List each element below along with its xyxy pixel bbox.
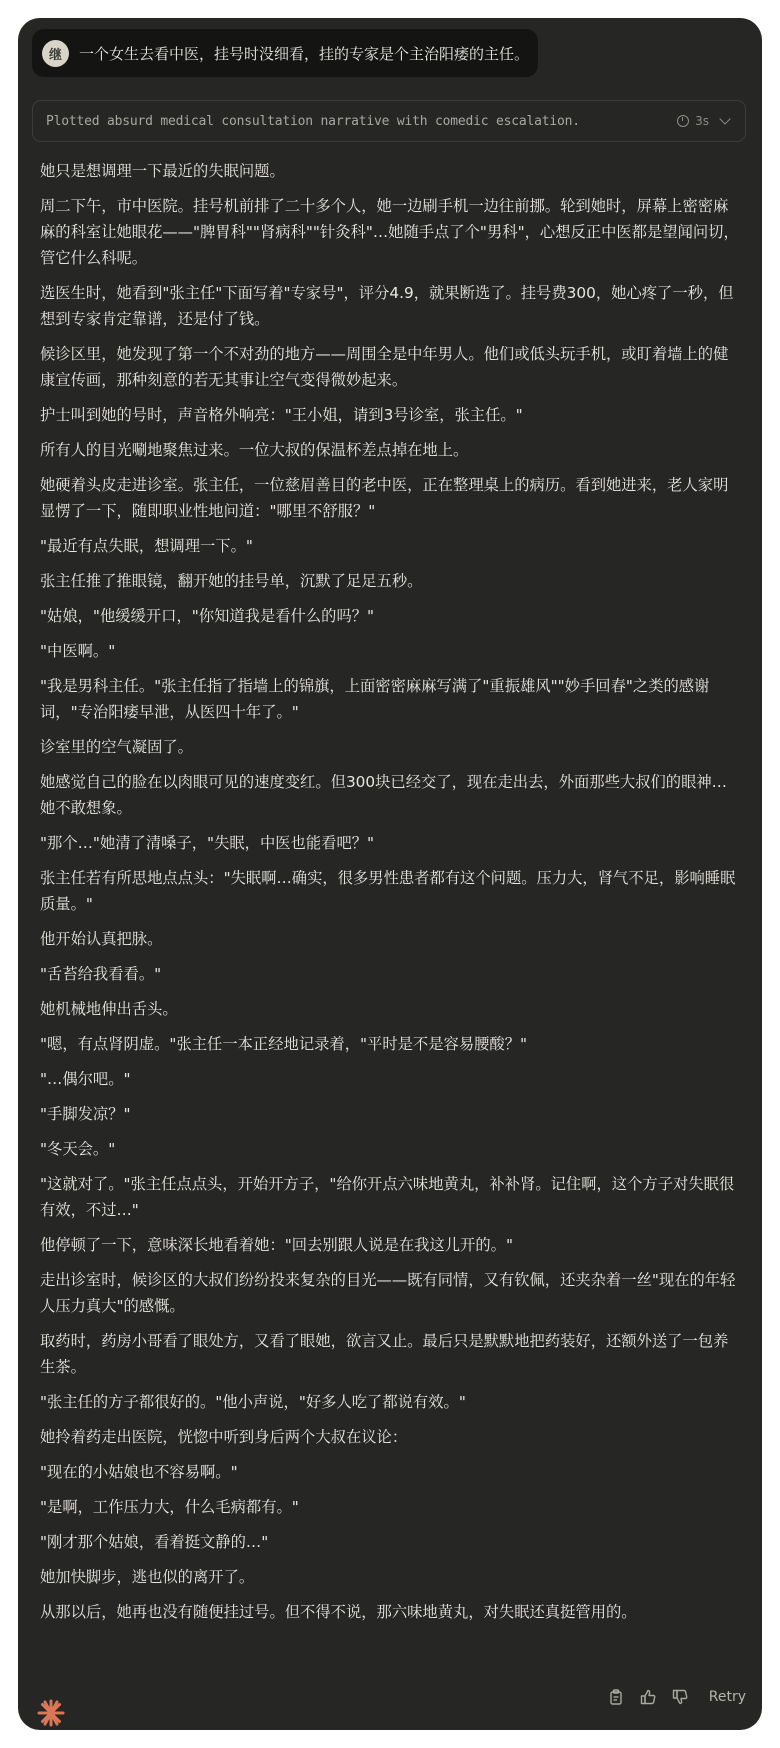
- story-paragraph: 诊室里的空气凝固了。: [40, 738, 193, 756]
- thinking-duration: 3s: [695, 114, 709, 128]
- user-avatar: 继: [42, 40, 69, 67]
- thinking-summary-toggle[interactable]: [32, 100, 746, 142]
- story-paragraph: 她机械地伸出舌头。: [40, 1000, 178, 1018]
- story-paragraph: 张主任若有所思地点点头："失眠啊…确实，很多男性患者都有这个问题。压力大，肾气不足，影响睡眠质量。": [40, 869, 736, 913]
- story-paragraph: 候诊区里，她发现了第一个不对劲的地方——周围全是中年男人。他们或低头玩手机，或盯着墙上的健康宣传画，那种刻意的若无其事让空气变得微妙起来。: [40, 345, 729, 389]
- story-paragraph: 所有人的目光唰地聚焦过来。一位大叔的保温杯差点掉在地上。: [40, 441, 469, 459]
- story-paragraph: "姑娘，"他缓缓开口，"你知道我是看什么的吗？": [40, 607, 375, 625]
- story-paragraph: 她硬着头皮走进诊室。张主任，一位慈眉善目的老中医，正在整理桌上的病历。看到她进来，老人家明显愣了一下，随即职业性地问道："哪里不舒服？": [40, 476, 729, 520]
- story-paragraph: "…偶尔吧。": [40, 1070, 131, 1088]
- thinking-meta: [677, 114, 733, 128]
- response-footer: [18, 1666, 762, 1730]
- story-paragraph: 她只是想调理一下最近的失眠问题。: [40, 162, 285, 180]
- thinking-summary-text: Plotted absurd medical consultation narrative with comedic escalation.: [46, 113, 580, 129]
- chat-window: [18, 18, 762, 1730]
- story-paragraph: 选医生时，她看到"张主任"下面写着"专家号"，评分4.9，就果断选了。挂号费300，她心疼了一秒，但想到专家肯定靠谱，还是付了钱。: [40, 284, 734, 328]
- story-paragraph: "是啊，工作压力大，什么毛病都有。": [40, 1498, 299, 1516]
- story-paragraph: 她拎着药走出医院，恍惚中听到身后两个大叔在议论：: [40, 1428, 408, 1446]
- story-paragraph: "手脚发凉？": [40, 1105, 131, 1123]
- chevron-down-icon[interactable]: [719, 113, 730, 124]
- story-paragraph: 走出诊室时，候诊区的大叔们纷纷投来复杂的目光——既有同情，又有钦佩，还夹杂着一丝"现在的年轻人压力真大"的感慨。: [40, 1271, 736, 1315]
- claude-logo: [36, 1698, 66, 1730]
- story-paragraph: "刚才那个姑娘，看着挺文静的…": [40, 1533, 269, 1551]
- story-paragraph: "我是男科主任。"张主任指了指墙上的锦旗，上面密密麻麻写满了"重振雄风""妙手回春"之类的感谢词，"专治阳痿早泄，从医四十年了。": [40, 677, 710, 721]
- retry-button[interactable]: Retry: [708, 1689, 746, 1705]
- story-paragraph: 他停顿了一下，意味深长地看着她："回去别跟人说是在我这儿开的。": [40, 1236, 513, 1254]
- story-paragraph: 张主任推了推眼镜，翻开她的挂号单，沉默了足足五秒。: [40, 572, 423, 590]
- story-paragraph: 他开始认真把脉。: [40, 930, 163, 948]
- story-paragraph: 她加快脚步，逃也似的离开了。: [40, 1568, 255, 1586]
- story-paragraph: "冬天会。": [40, 1140, 116, 1158]
- story-paragraph: "这就对了。"张主任点点头，开始开方子，"给你开点六味地黄丸，补补肾。记住啊，这个方子对失眠很有效，不过…": [40, 1175, 735, 1219]
- message-actions: [607, 1688, 746, 1706]
- story-paragraph: "最近有点失眠，想调理一下。": [40, 537, 253, 555]
- story-paragraph: 她感觉自己的脸在以肉眼可见的速度变红。但300块已经交了，现在走出去，外面那些大叔们的眼神…她不敢想象。: [40, 773, 727, 817]
- story-paragraph: 护士叫到她的号时，声音格外响亮："王小姐，请到3号诊室，张主任。": [40, 406, 523, 424]
- story-paragraph: "现在的小姑娘也不容易啊。": [40, 1463, 238, 1481]
- story-paragraph: "舌苔给我看看。": [40, 965, 162, 983]
- story-paragraph: "中医啊。": [40, 642, 116, 660]
- thumbs-down-icon[interactable]: [671, 1688, 689, 1706]
- story-paragraph: 周二下午，市中医院。挂号机前排了二十多个人，她一边刷手机一边往前挪。轮到她时，屏幕上密密麻麻的科室让她眼花——"脾胃科""肾病科""针灸科"…她随手点了个"男科"，心想反正中医都是望闻问切，管它什么科呢。: [40, 197, 739, 267]
- story-paragraph: "张主任的方子都很好的。"他小声说，"好多人吃了都说有效。": [40, 1393, 466, 1411]
- story-paragraph: "嗯，有点肾阴虚。"张主任一本正经地记录着，"平时是不是容易腰酸？": [40, 1035, 528, 1053]
- story-paragraph: "那个…"她清了清嗓子，"失眠，中医也能看吧？": [40, 834, 375, 852]
- story-paragraph: 取药时，药房小哥看了眼处方，又看了眼她，欲言又止。最后只是默默地把药装好，还额外送了一包养生茶。: [40, 1332, 729, 1376]
- assistant-response: [40, 158, 740, 1634]
- copy-icon[interactable]: [607, 1688, 625, 1706]
- story-paragraph: 从那以后，她再也没有随便挂过号。但不得不说，那六味地黄丸，对失眠还真挺管用的。: [40, 1603, 637, 1621]
- clock-icon: [677, 115, 689, 127]
- user-message: [32, 29, 538, 77]
- user-message-text: 一个女生去看中医，挂号时没细看，挂的专家是个主治阳痿的主任。: [79, 44, 530, 63]
- thumbs-up-icon[interactable]: [639, 1688, 657, 1706]
